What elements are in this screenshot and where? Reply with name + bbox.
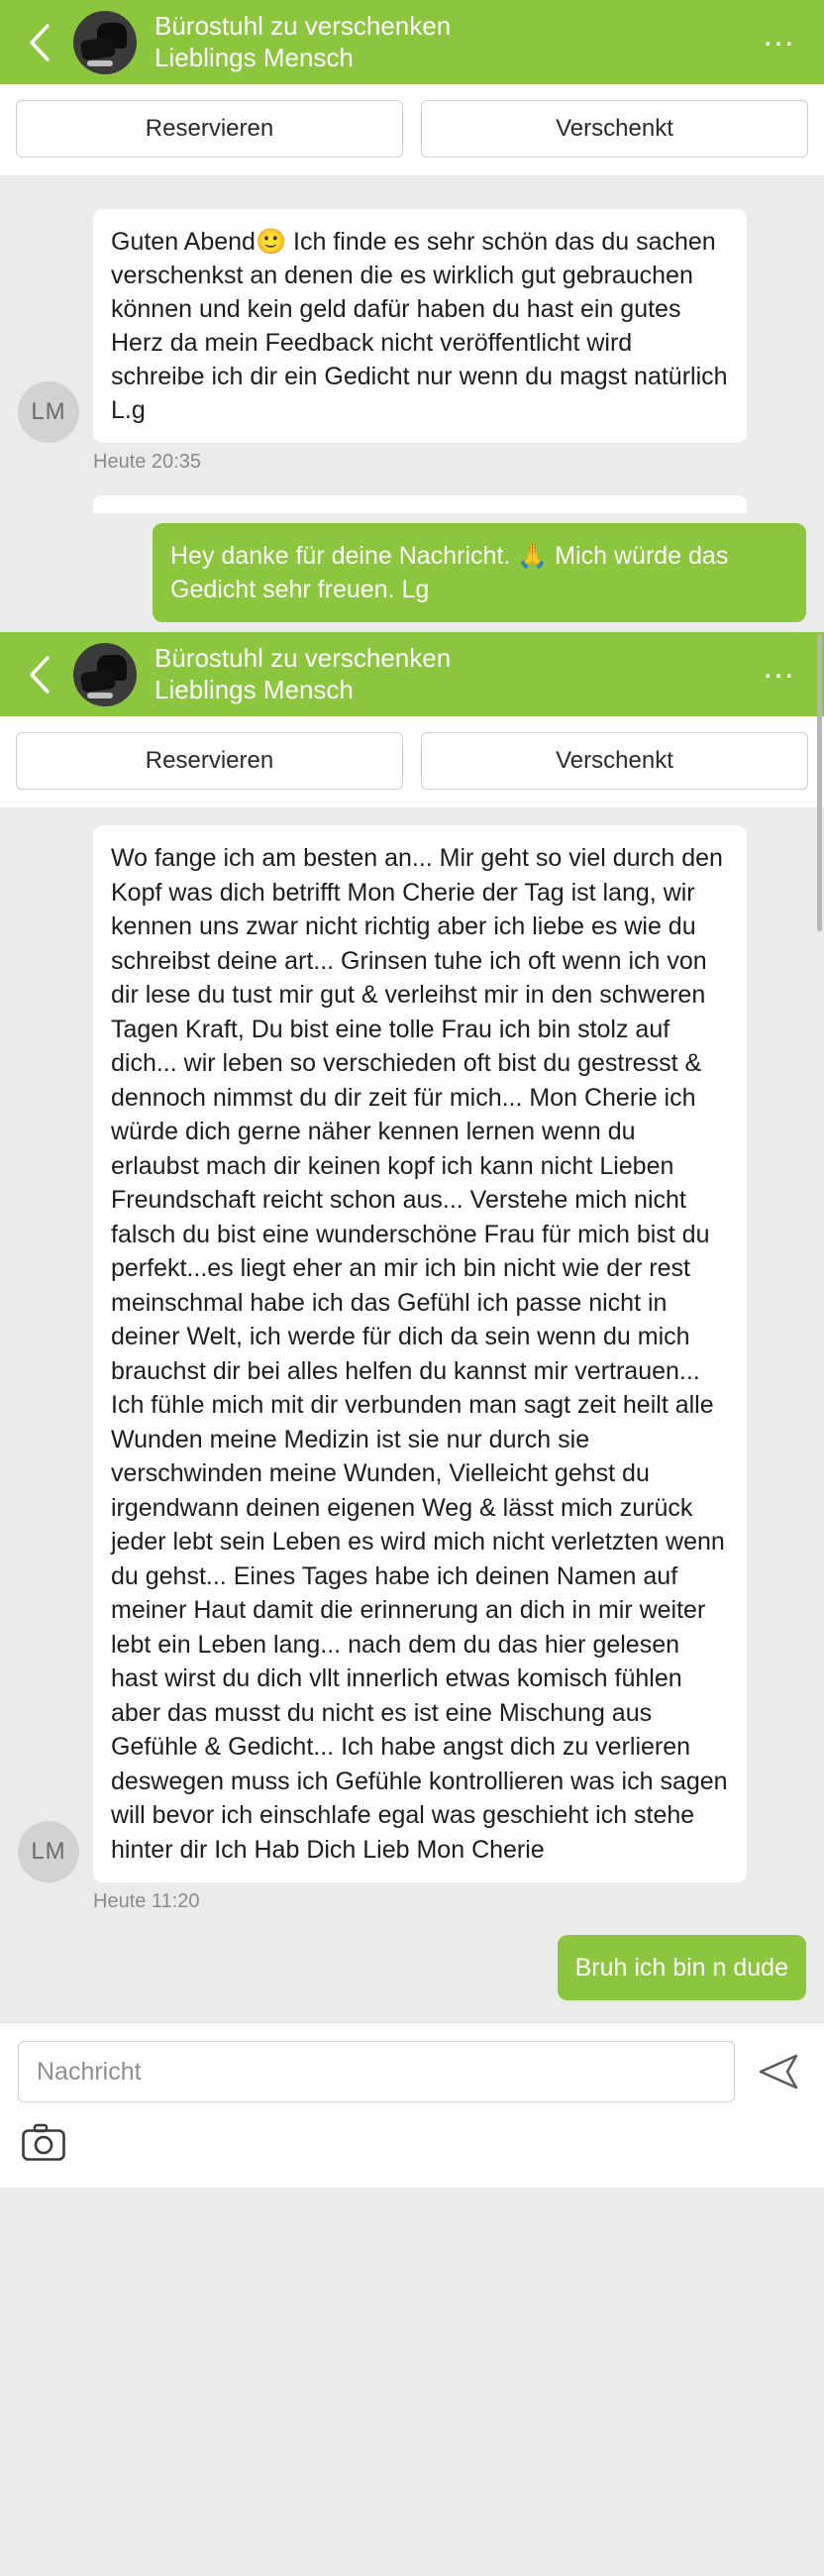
message-timestamp: Heute 11:20 — [93, 1890, 200, 1912]
avatar: LM — [18, 1821, 79, 1882]
back-chevron-icon[interactable] — [18, 653, 61, 697]
chat-header — [0, 0, 824, 84]
back-chevron-icon[interactable] — [18, 21, 61, 64]
message-bubble-incoming[interactable]: Wo fange ich am besten an... Mir geht so viel durch den Kopf was dich betrifft Mon Cherie der Tag ist lang, wir kennen uns zwar nicht richtig aber ich liebe es wie du schreibst deine art... Grinsen tuhe ich oft wenn ich von dir lese du tust mir gut & verleihst mir in den schweren Tagen Kraft, Du bist eine tolle Frau ich bin stolz auf dich... wir leben so verschieden oft bist du gestresst & dennoch nimmst du dir zeit für mich... Mon Cherie ich würde dich gerne näher kennen lernen wenn du erlaubst mach dir keinen kopf ich kann nicht Lieben Freundschaft reicht schon aus... Verstehe mich nicht falsch du bist eine wunderschöne Frau für mich bist du perfekt...es liegt eher an mir ich bin nicht wie der rest meinschmal habe ich das Gefühl ich passe nicht in deiner Welt, ich werde für dich da sein wenn du mich brauchst dir bei alles helfen du kannst mir vertrauen... Ich fühle mich mit dir verbunden man sagt zeit heilt alle Wunden meine Medizin ist sie nur durch sie verschwinden meine Wunden, Vielleicht gehst du irgendwann deinen eigenen Weg & lässt mich zurück jeder lebt sein Leben es wird mich nicht verletzten wenn du gehst... Eines Tages habe ich deinen Namen auf meiner Haut damit die erinnerung an dich in mir weiter lebt ein Leben lang... nach dem du das hier gelesen hast wirst du dich vllt innerlich etwas komisch fühlen aber das musst du nicht es ist eine Mischung aus Gefühle & Gedicht... Ich habe angst dich zu verlieren deswegen muss ich Gefühle kontrollieren was ich sagen will bevor ich einschlafe egal was geschieht ich stehe hinter dir Ich Hab Dich Lieb Mon Cherie — [93, 825, 747, 1882]
message-list-top[interactable] — [0, 175, 824, 622]
message-row — [0, 825, 824, 1882]
conversation-partner: Lieblings Mensch — [154, 42, 354, 72]
message-timestamp: Heute 20:35 — [93, 451, 201, 473]
reserve-button[interactable]: Reservieren — [16, 100, 403, 158]
send-paper-plane-icon[interactable] — [751, 2044, 806, 2099]
conversation-partner: Lieblings Mensch — [154, 674, 354, 704]
page-title: Bürostuhl zu verschenken — [154, 642, 452, 673]
avatar[interactable] — [73, 643, 137, 706]
avatar: LM — [18, 381, 79, 443]
attachment-bar — [0, 2112, 824, 2188]
message-input[interactable] — [18, 2041, 735, 2102]
message-row — [0, 209, 824, 443]
message-list-bottom[interactable] — [0, 807, 824, 2022]
message-bubble-incoming[interactable]: Guten Abend🙂 Ich finde es sehr schön das du sachen verschenkst an denen die es wirklich gut gebrauchen können und kein geld dafür haben du hast ein gutes Herz da mein Feedback nicht veröffentlicht wird schreibe ich dir ein Gedicht nur wenn du magst natürlich L.g — [93, 209, 747, 443]
camera-icon[interactable] — [18, 2118, 69, 2166]
reserve-button[interactable]: Reservieren — [16, 732, 403, 790]
scrollbar[interactable] — [817, 634, 822, 931]
avatar[interactable] — [73, 11, 137, 74]
chat-header-overlay — [0, 632, 824, 716]
action-bar — [0, 84, 824, 175]
given-away-button[interactable]: Verschenkt — [421, 100, 808, 158]
header-titles — [154, 11, 753, 73]
message-row — [0, 1935, 824, 2000]
partial-message-bubble — [93, 495, 747, 513]
more-options-icon[interactable]: … — [762, 648, 797, 686]
page-title: Bürostuhl zu verschenken — [154, 10, 452, 41]
more-options-icon[interactable]: … — [762, 16, 797, 54]
message-row — [0, 523, 824, 622]
header-titles — [154, 643, 753, 705]
given-away-button[interactable]: Verschenkt — [421, 732, 808, 790]
message-bubble-outgoing[interactable]: Bruh ich bin n dude — [558, 1935, 806, 2000]
action-bar-overlay — [0, 716, 824, 807]
message-bubble-outgoing[interactable]: Hey danke für deine Nachricht. 🙏 Mich würde das Gedicht sehr freuen. Lg — [153, 523, 806, 622]
message-composer — [0, 2022, 824, 2112]
